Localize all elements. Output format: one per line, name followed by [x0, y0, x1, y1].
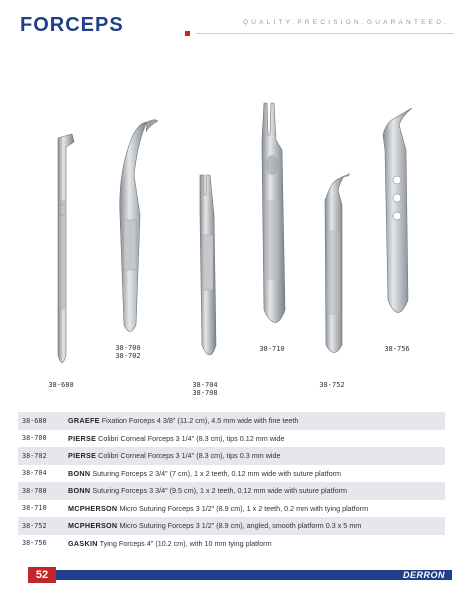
page-number: 52 [28, 567, 56, 583]
spec-code: 38-702 [22, 451, 47, 460]
spec-table [18, 412, 445, 552]
spec-name: BONN [68, 468, 91, 478]
forceps-38-680-image [58, 134, 74, 363]
spec-code: 38-680 [22, 416, 47, 425]
spec-description: Colibri Corneal Forceps 3 1/4" (8.3 cm), tips 0.3 mm wide [98, 451, 281, 461]
spec-name: PIERSE [68, 451, 97, 461]
forceps-38-756-image [383, 108, 412, 313]
figure-label-38-756: 38-756 [384, 345, 410, 353]
spec-description: Micro Suturing Forceps 3 1/2" (8.9 cm), 1 x 2 teeth, 0.2 mm with tying platform [119, 503, 369, 513]
spec-row [18, 517, 445, 535]
spec-description: Fixation Forceps 4 3/8" (11.2 cm), 4.5 mm wide with fine teeth [101, 416, 299, 426]
spec-description: Tying Forceps 4" (10.2 cm), with 10 mm tying platform [99, 538, 272, 548]
spec-name: GASKIN [68, 538, 98, 548]
spec-row [18, 447, 445, 465]
spec-description: Suturing Forceps 2 3/4" (7 cm), 1 x 2 teeth, 0.12 mm wide with suture platform [92, 468, 342, 478]
spec-code: 38-704 [22, 469, 47, 478]
spec-code: 38-700 [22, 434, 47, 443]
spec-name: MCPHERSON [68, 503, 118, 513]
figure-label-38-704-708: 38-704 38-708 [192, 381, 218, 397]
spec-name: MCPHERSON [68, 521, 118, 531]
spec-name: PIERSE [68, 433, 97, 443]
figure-label-38-700-702: 38-700 38-702 [115, 344, 141, 360]
spec-row [18, 482, 445, 500]
page-title: FORCEPS [20, 14, 124, 36]
spec-code: 38-752 [22, 521, 47, 530]
spec-description: Colibri Corneal Forceps 3 1/4" (8.3 cm), tips 0.12 mm wide [98, 433, 285, 443]
forceps-38-704-image [200, 175, 216, 355]
figure-label-38-680: 38-680 [48, 381, 74, 389]
spec-row [18, 412, 445, 430]
forceps-38-710-image [262, 103, 285, 323]
spec-row [18, 465, 445, 483]
spec-code: 38-756 [22, 539, 47, 548]
spec-row [18, 500, 445, 518]
spec-row [18, 430, 445, 448]
brand-logo: DERRON [402, 570, 445, 580]
spec-name: GRAEFE [68, 416, 100, 426]
spec-description: Suturing Forceps 3 3/4" (9.5 cm), 1 x 2 teeth, 0.12 mm wide with suture platform [92, 486, 347, 496]
figure-label-38-710: 38-710 [259, 345, 285, 353]
tagline: QUALITY.PRECISION.GUARANTEED. [243, 19, 450, 26]
spec-code: 38-708 [22, 486, 47, 495]
forceps-38-700-image [120, 120, 158, 332]
spec-row [18, 535, 445, 553]
spec-code: 38-710 [22, 504, 47, 513]
spec-name: BONN [68, 486, 91, 496]
spec-description: Micro Suturing Forceps 3 1/2" (8.9 cm), angled, smooth platform 0.3 x 5 mm [119, 521, 362, 531]
forceps-38-752-image [325, 173, 350, 353]
figure-label-38-752: 38-752 [319, 381, 345, 389]
